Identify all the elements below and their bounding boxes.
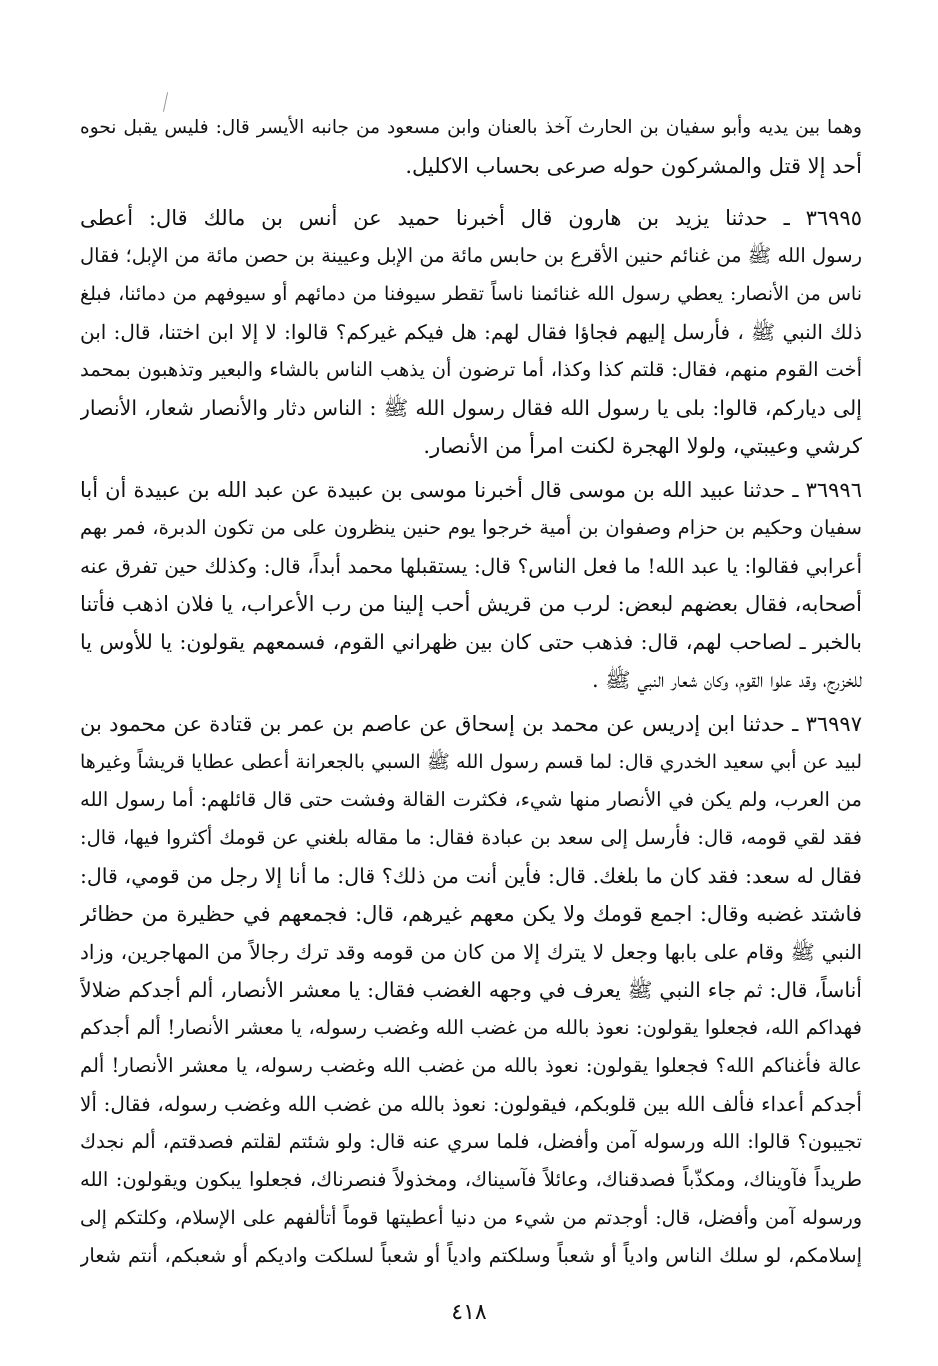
page-number: ٤١٨ — [451, 1300, 487, 1325]
main-text — [80, 110, 862, 1300]
text-line: طريداً فآويناك، ومكذّباً فصدقناك، وعائلاً فآسيناك، ومخذولاً فنصرناك، فجعلوا يبكون ويقولون: الله — [80, 1168, 862, 1191]
text-line: أعرابي فقالوا: يا عبد الله! ما فعل الناس؟ قال: يستقبلها محمد أبداً، قال: وكذلك حين تفرق عنه — [80, 554, 862, 578]
text-line: من العرب، ولم يكن في الأنصار منها شيء، فكثرت القالة وفشت حتى قال قائلهم: أما رسول الله — [80, 788, 862, 811]
text-line: فهداكم الله، فجعلوا يقولون: نعوذ بالله من غضب الله وغضب رسوله، يا معشر الأنصار! ألم أجدكم — [80, 1016, 862, 1039]
text-line: أجدكم أعداء فألف الله بين قلوبكم، فيقولون: نعوذ بالله من غضب الله وغضب رسوله، فقال: ألا — [80, 1092, 862, 1116]
text-line: ذلك النبي ﷺ ، فأرسل إليهم فجاؤا فقال لهم: هل فيكم غيركم؟ قالوا: لا إلا ابن اختنا، قال: ابن — [80, 320, 862, 344]
text-line: إلى دياركم، قالوا: بلى يا رسول الله فقال رسول الله ﷺ : الناس دثار والأنصار شعار، الأنصار — [80, 396, 862, 420]
text-line: للخزرج، وقد علوا القوم، وكان شعار النبي ﷺ . — [591, 668, 862, 692]
text-line: وهما بين يديه وأبو سفيان بن الحارث آخذ بالعنان وابن مسعود من جانبه الأيسر قال: فليس يقبل نحوه — [80, 117, 862, 138]
text-line: تجيبون؟ قالوا: الله ورسوله آمن وأفضل، فلما سري عنه قال: ولو شئتم لقلتم فصدقتم، ألم نجدك — [80, 1130, 862, 1153]
text-line: كرشي وعيبتي، ولولا الهجرة لكنت امرأ من الأنصار. — [423, 434, 862, 458]
text-line: النبي ﷺ وقام على بابها وجعل لا يترك إلا من كان من قومه وقد ترك رجالاً من المهاجرين، وزاد — [80, 940, 862, 964]
text-line: ناس من الأنصار: يعطي رسول الله غنائمنا ناساً تقطر سيوفنا من دمائهم أو سيوفهم من دمائنا، فبلغ — [80, 283, 862, 305]
text-line: أحد إلا قتل والمشركون حوله صرعى بحساب الاكليل. — [405, 154, 862, 178]
text-line: أناساً، قال: ثم جاء النبي ﷺ يعرف في وجهه الغضب فقال: يا معشر الأنصار، ألم أجدكم ضلالاً — [80, 978, 862, 1002]
text-line: عالة فأغناكم الله؟ فجعلوا يقولون: نعوذ بالله من غضب الله وغضب رسوله، يا معشر الأنصار! ألم — [80, 1054, 862, 1077]
scan-mark — [163, 92, 168, 112]
hadith-36996-heading-line: ٣٦٩٩٦ ـ حدثنا عبيد الله بن موسى قال أخبرنا موسى بن عبيدة عن عبد الله بن عبيدة أن أبا — [80, 478, 862, 502]
text-line: سفيان وحكيم بن حزام وصفوان بن أمية خرجوا يوم حنين ينظرون على من تكون الدبرة، فمر بهم — [80, 516, 862, 539]
text-line: لبيد عن أبي سعيد الخدري قال: لما قسم رسول الله ﷺ السبي بالجعرانة أعطى عطايا قريشاً وغيرها — [80, 751, 862, 773]
text-line: رسول الله ﷺ من غنائم حنين الأقرع بن حابس مائة من الإبل وعيينة بن حصن مائة من الإبل؛ فقال — [80, 244, 862, 267]
text-line: ورسوله آمن وأفضل، قال: أوجدتم من شيء من دنيا أعطيتها قوماً أتألفهم على الإسلام، وكلتكم إلى — [80, 1207, 862, 1229]
text-line: فاشتد غضبه وقال: اجمع قومك ولا يكن معهم غيرهم، قال: فجمعهم في حظيرة من حظائر — [80, 902, 862, 926]
text-line: فقد لقي قومه، قال: فأرسل إلى سعد بن عبادة فقال: ما مقاله بلغني عن قومك أكثروا فيها، قال: — [80, 826, 862, 849]
text-line: أخت القوم منهم، فقال: قلتم كذا وكذا، أما ترضون أن يذهب الناس بالشاء والبعير وتذهبون بمحمد — [80, 358, 862, 381]
text-line: إسلامكم، لو سلك الناس وادياً أو شعباً وسلكتم وادياً أو شعباً لسلكت واديكم أو شعبكم، أنتم شعار — [80, 1244, 862, 1267]
hadith-36997-heading-line: ٣٦٩٩٧ ـ حدثنا ابن إدريس عن محمد بن إسحاق عن عاصم بن عمر بن قتادة عن محمود بن — [80, 712, 862, 736]
text-line: فقال له سعد: فقد كان ما بلغك. قال: فأين أنت من ذلك؟ قال: ما أنا إلا رجل من قومي، قال: — [80, 864, 862, 888]
hadith-36995-heading-line: ٣٦٩٩٥ ـ حدثنا يزيد بن هارون قال أخبرنا حميد عن أنس بن مالك قال: أعطى — [80, 206, 862, 230]
text-line: أصحابه، فقال بعضهم لبعض: لرب من قريش أحب إلينا من رب الأعراب، يا فلان اذهب فأتنا — [80, 592, 862, 616]
text-line: بالخبر ـ لصاحب لهم، قال: فذهب حتى كان بين ظهراني القوم، فسمعهم يقولون: يا للأوس يا — [80, 630, 862, 654]
